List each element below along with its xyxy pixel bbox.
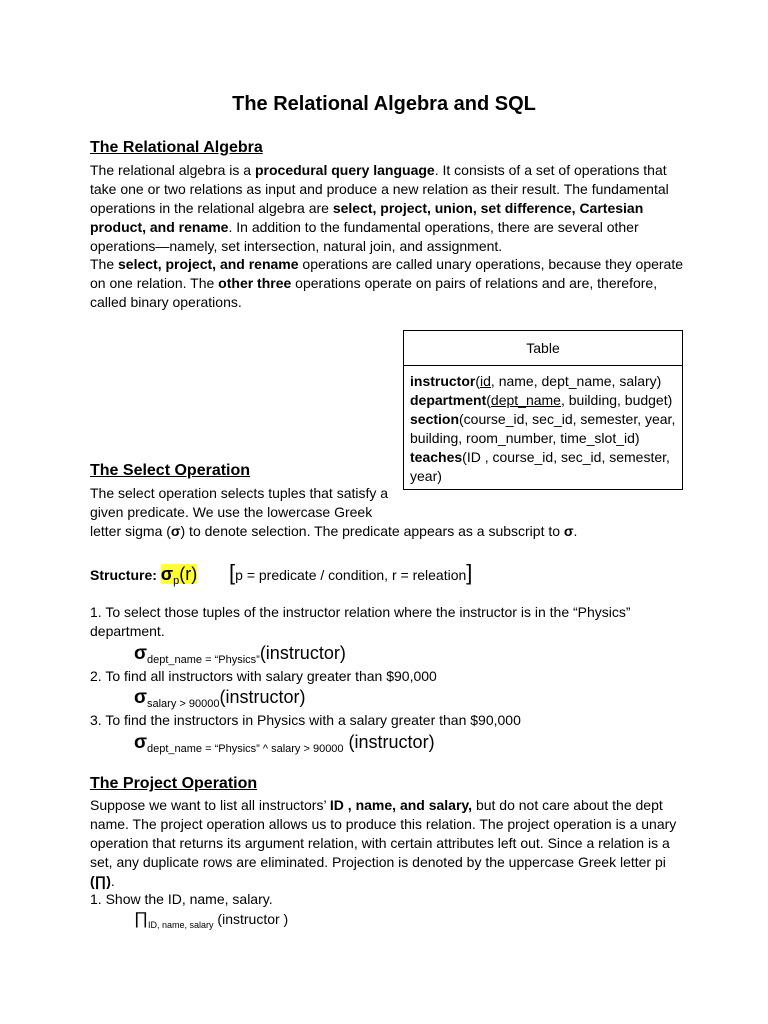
relational-algebra-paragraph-1: The relational algebra is a procedural query language. It consists of a set of operations that take one or two relations as input and produce a new relation as their result. The fundamental operations in the relational algebra are select, project, union, set difference, Cartesian product, and rename. In addition to the fundamental operations, there are several other operations—namely, set intersection, natural join, and assignment. [90,162,669,254]
select-example-3-formula: $\sigma_{dept\_name = “Physics” \^{} salary > 90000}$ (instructor) [134,732,435,755]
select-example-2-formula: $\sigma_{salary > 90000}(instructor)$ [134,687,306,710]
select-example-1-text: 1. To select those tuples of the instructor relation where the instructor is in the “Physics” department. [90,604,631,639]
table-row: section(course_id, sec_id, semester, year, building, room_number, time_slot_id) [410,411,676,446]
table-row: department(dept_name, building, budget) [410,392,673,408]
table-row: instructor(id, name, dept_name, salary) [410,373,662,389]
table-row: teaches(ID , course_id, sec_id, semester, year) [410,449,670,484]
project-example-1-text: 1. Show the ID, name, salary. [90,891,273,907]
project-example-1-formula: $\prod_{ID, name, salary}$ (instructor ) [134,909,289,930]
select-example-3-text: 3. To find the instructors in Physics with a salary greater than $90,000 [90,712,521,728]
project-paragraph: Suppose we want to list all instructors’ ID , name, and salary, but do not care about the dept name. The project operation allows us to produce this relation. The project operation is a unary operation that returns its argument relation, with certain attributes left out. Since a relation is a set, any duplicate rows are eliminated. Projection is denoted by the uppercase Greek letter pi (∏). [90,797,677,889]
relational-algebra-paragraph-2: The select, project, and rename operations are called unary operations, because they operate on one relation. The other three operations operate on pairs of relations and are, therefore, called binary operations. [90,256,684,310]
schema-table [403,330,683,490]
structure-line: Structure: $\sigma_p(r) [p$ = predicate / condition, r = releation] [90,560,473,587]
select-paragraph: The select operation selects tuples that satisfy a given predicate. We use the lowercase Greek letter sigma (σ) to denote selection. The predicate appears as a subscript to σ. [90,485,578,539]
table-body [404,366,682,486]
section-heading-select-operation: The Select Operation [90,462,251,479]
page-title: The Relational Algebra and SQL [232,93,536,115]
select-example-2-text: 2. To find all instructors with salary greater than $90,000 [90,668,437,684]
table-header: Table [404,331,682,366]
section-heading-relational-algebra: The Relational Algebra [90,139,263,156]
select-example-1-formula: $\sigma_{dept\_name = “Physics”}(instructor)$ [134,643,346,666]
section-heading-project-operation: The Project Operation [90,775,258,792]
